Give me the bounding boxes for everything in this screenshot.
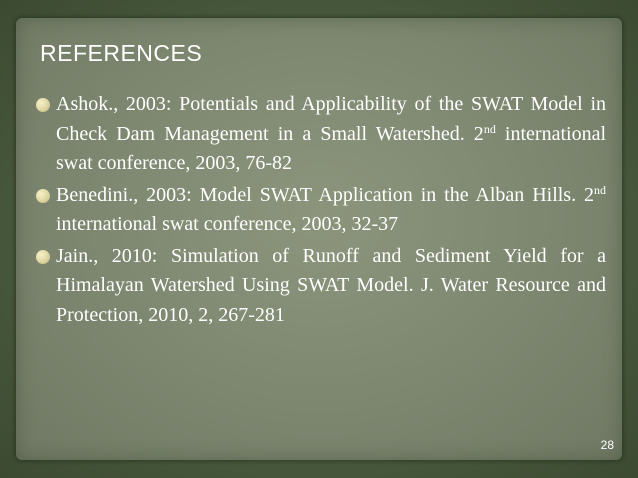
ordinal-suffix: nd [594, 182, 606, 197]
reference-text-continued: international swat conference, 2003, 32-37 [56, 213, 399, 235]
page-number: 28 [600, 438, 614, 452]
reference-list [36, 90, 606, 332]
bullet-icon [36, 250, 50, 264]
slide-title: REFERENCES [40, 40, 203, 66]
bullet-icon [36, 98, 50, 112]
reference-item [36, 90, 606, 179]
reference-item [36, 242, 606, 331]
reference-text-continued: international swat conference, 2003, 76-82 [56, 122, 606, 174]
reference-text: Ashok., 2003: Potentials and Applicability of the SWAT Model in Check Dam Management in a Small Watershed. 2 [56, 93, 606, 145]
reference-text: Jain., 2010: Simulation of Runoff and Sediment Yield for a Himalayan Watershed Using SWAT Model. J. Water Resource and Protection, 2010, 2, 267-281 [56, 244, 606, 326]
ordinal-suffix: nd [483, 121, 496, 136]
bullet-icon [36, 189, 50, 203]
reference-text: Benedini., 2003: Model SWAT Application in the Alban Hills. 2 [56, 183, 594, 206]
reference-item [36, 181, 606, 240]
